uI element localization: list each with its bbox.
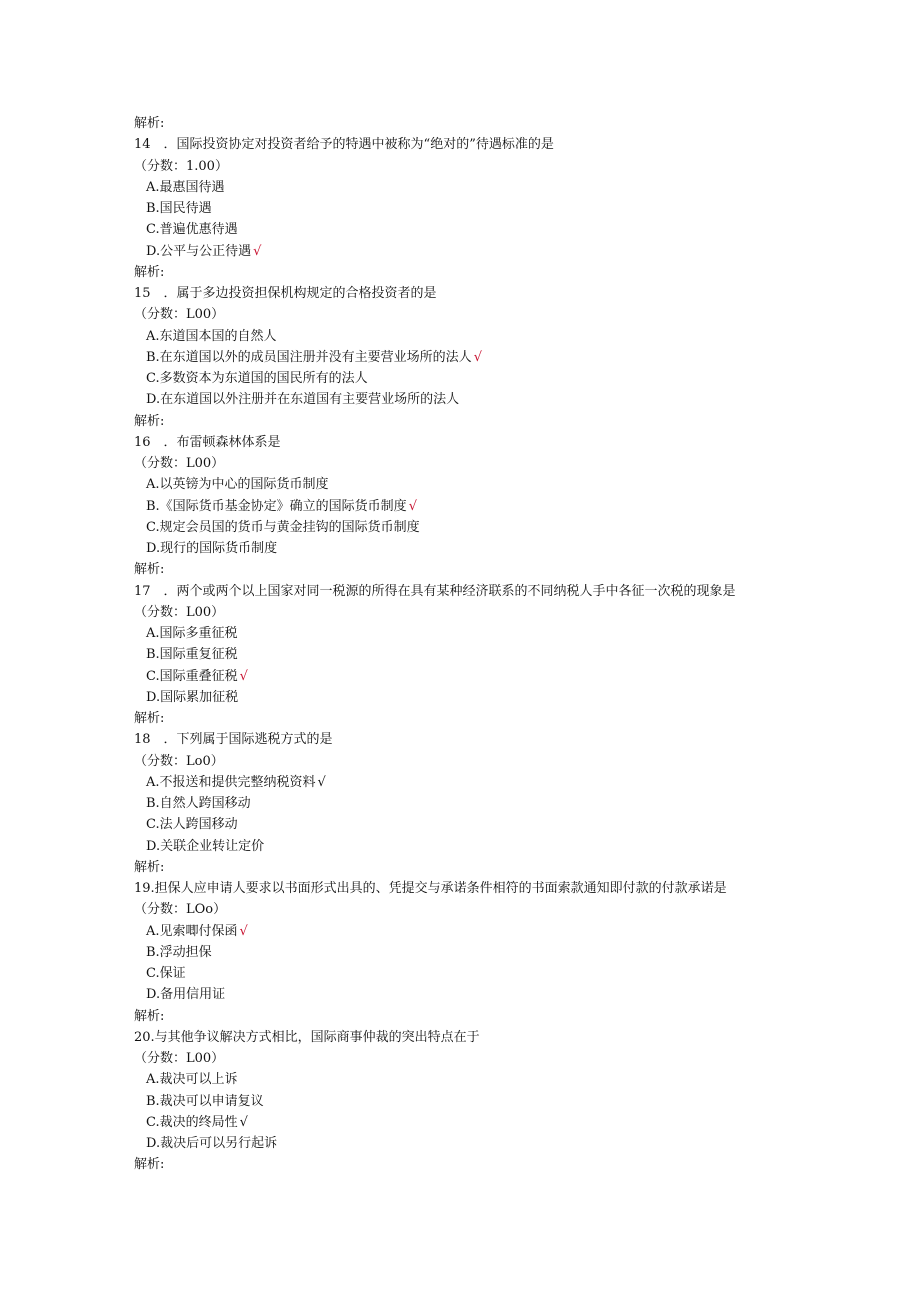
checkmark-icon: √ <box>473 349 482 365</box>
option-text: D.备用信用证 <box>146 987 226 1003</box>
option-text: B.浮动担保 <box>146 944 212 960</box>
option-text: D.国际累加征税 <box>146 689 239 705</box>
checkmark-icon: √ <box>408 498 417 514</box>
option-b <box>134 1091 814 1112</box>
option-text: A.最惠国待遇 <box>146 179 225 195</box>
option-text: A.东道国本国的自然人 <box>146 328 277 344</box>
document-body <box>134 113 814 1176</box>
option-text: C.保证 <box>146 966 186 981</box>
option-text: A.以英镑为中心的国际货币制度 <box>146 477 329 493</box>
option-a <box>134 177 814 198</box>
question-score: （分数：1.00） <box>134 158 228 174</box>
option-a <box>134 326 814 347</box>
option-c <box>134 219 814 240</box>
question-stem: 14 ．国际投资协定对投资者给予的特遇中被称为“绝对的”待遇标准的是 <box>134 137 554 153</box>
option-b <box>134 198 814 219</box>
option-d <box>134 984 814 1005</box>
option-c <box>134 666 814 687</box>
option-c <box>134 814 814 835</box>
option-c <box>134 517 814 538</box>
option-text: B.国民待遇 <box>146 201 212 216</box>
analysis-label: 解析: <box>134 264 165 280</box>
analysis-label: 解析: <box>134 711 165 726</box>
option-text: C.国际重叠征税 <box>146 668 238 684</box>
option-text: A.见索唧付保函 <box>146 923 238 939</box>
option-d <box>134 1133 814 1154</box>
question-stem: 17 ．两个或两个以上国家对同一税源的所得在具有某种经济联系的不同纳税人手中各征一次税的现象是 <box>134 583 736 599</box>
question-stem: 19.担保人应申请人要求以书面形式出具的、凭提交与承诺条件相符的书面索款通知即付款的付款承诺是 <box>134 881 727 896</box>
analysis-label: 解析: <box>134 859 165 875</box>
checkmark-icon: √ <box>317 774 326 790</box>
option-b <box>134 942 814 963</box>
option-text: C.裁决的终局性 <box>146 1114 238 1130</box>
option-b <box>134 496 814 517</box>
option-text: B.自然人跨国移动 <box>146 796 251 811</box>
option-d <box>134 389 814 410</box>
analysis-label: 解析: <box>134 116 165 131</box>
option-text: A.裁决可以上诉 <box>146 1072 238 1088</box>
option-text: A.不报送和提供完整纳税资料 <box>146 774 316 790</box>
question-score: （分数：LOo） <box>134 902 227 918</box>
option-text: D.在东道国以外注册并在东道国有主要营业场所的法人 <box>146 392 460 408</box>
option-a <box>134 623 814 644</box>
analysis-label: 解析: <box>134 562 165 578</box>
checkmark-icon: √ <box>239 1114 248 1130</box>
question-stem: 16 ．布雷顿森林体系是 <box>134 434 281 450</box>
option-c <box>134 368 814 389</box>
analysis-label: 解析: <box>134 413 165 429</box>
question-score: （分数：L00） <box>134 456 225 471</box>
option-text: D.关联企业转让定价 <box>146 838 265 854</box>
option-b <box>134 793 814 814</box>
option-a <box>134 921 814 942</box>
question-score: （分数：L00） <box>134 604 225 620</box>
question-score: （分数：L00） <box>134 1051 225 1066</box>
question-stem: 20.与其他争议解决方式相比，国际商事仲裁的突出特点在于 <box>134 1029 480 1045</box>
option-text: C.普遍优惠待遇 <box>146 222 238 238</box>
option-text: C.规定会员国的货币与黄金挂钩的国际货币制度 <box>146 519 420 535</box>
option-text: C.多数资本为东道国的国民所有的法人 <box>146 371 368 386</box>
option-a <box>134 474 814 495</box>
option-d <box>134 687 814 708</box>
option-b <box>134 644 814 665</box>
option-text: D.现行的国际货币制度 <box>146 541 278 556</box>
option-text: B.裁决可以申请复议 <box>146 1093 264 1109</box>
option-b <box>134 347 814 368</box>
question-score: （分数：Lo0） <box>134 753 224 769</box>
option-d <box>134 538 814 559</box>
option-text: B.《国际货币基金协定》确立的国际货币制度 <box>146 498 407 514</box>
option-d <box>134 241 814 262</box>
option-text: C.法人跨国移动 <box>146 817 238 833</box>
checkmark-icon: √ <box>239 923 248 939</box>
checkmark-icon: √ <box>253 243 262 259</box>
option-text: A.国际多重征税 <box>146 626 238 641</box>
question-stem: 18 ．下列属于国际逃税方式的是 <box>134 732 333 748</box>
option-d <box>134 836 814 857</box>
option-a <box>134 772 814 793</box>
option-c <box>134 963 814 984</box>
checkmark-icon: √ <box>239 668 248 684</box>
option-text: D.公平与公正待遇 <box>146 243 252 259</box>
option-text: B.国际重复征税 <box>146 647 238 663</box>
option-a <box>134 1069 814 1090</box>
option-c <box>134 1112 814 1133</box>
option-text: B.在东道国以外的成员国注册并没有主要营业场所的法人 <box>146 349 472 365</box>
option-text: D.裁决后可以另行起诉 <box>146 1136 278 1151</box>
analysis-label: 解析: <box>134 1008 165 1024</box>
analysis-label: 解析: <box>134 1157 165 1173</box>
question-stem: 15 ．属于多边投资担保机构规定的合格投资者的是 <box>134 286 437 301</box>
question-score: （分数：L00） <box>134 307 225 323</box>
